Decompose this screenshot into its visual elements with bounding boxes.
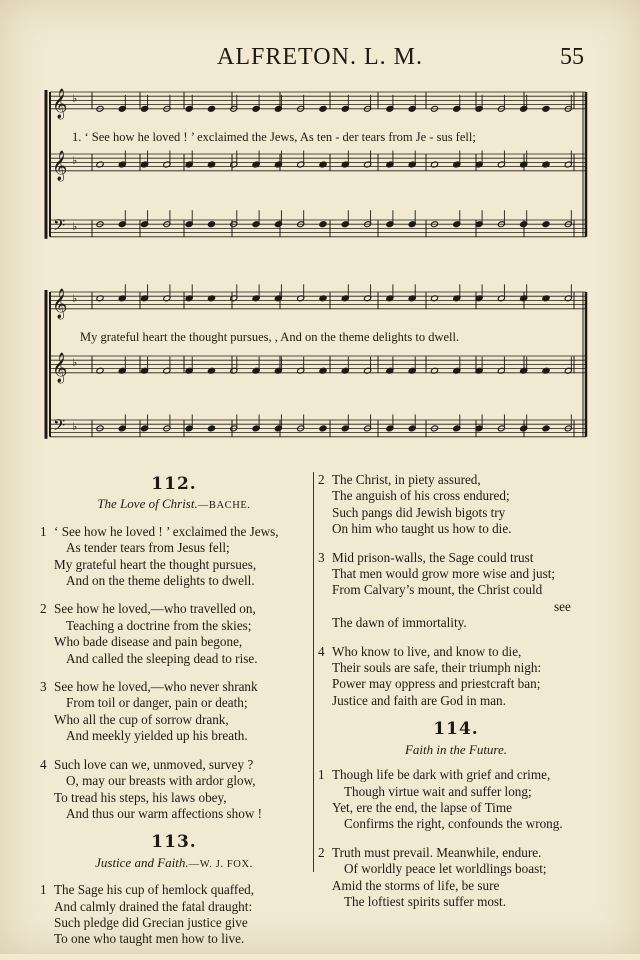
verse-line: To one who taught men how to live. [54, 931, 245, 947]
stanza [318, 472, 594, 538]
verse-line: And called the sleeping dead to rise. [66, 650, 258, 666]
verse-line: The anguish of his cross endured; [332, 488, 510, 504]
right-column [318, 472, 594, 922]
verse-line: see [554, 598, 571, 614]
hymn-number: 112. [151, 474, 197, 494]
stanza-number: 2 [318, 844, 325, 860]
verse-line: Teaching a doctrine from the skies; [66, 617, 252, 633]
music-score [0, 0, 640, 470]
tune-title: ALFRETON. L. M. [217, 44, 423, 70]
verse-line: Who all the cup of sorrow drank, [54, 711, 229, 727]
flat-sign: ♭ [72, 292, 78, 306]
note-head [542, 221, 550, 228]
verse-line: Mid prison-walls, the Sage could trust [332, 549, 534, 565]
verse-line: My grateful heart the thought pursues, [54, 556, 257, 572]
verse-line: The dawn of immortality. [332, 615, 467, 631]
hymn-number: 114. [433, 719, 479, 740]
verse-line: And on the theme delights to dwell. [66, 573, 255, 589]
verse-line: Who bade disease and pain begone, [54, 634, 243, 650]
lyric-line-1: 1. ‘ See how he loved ! ’ exclaimed the Jews, As ten - der tears from Je - sus fell; [72, 130, 476, 144]
verse-line: Such love can we, unmoved, survey ? [54, 756, 254, 772]
hymn-author: —W. J. FOX. [188, 858, 253, 870]
hymn-number: 113. [151, 832, 197, 853]
stanza-number: 1 [40, 882, 47, 898]
stanza [40, 679, 308, 745]
hymn-author: —BACHE. [197, 500, 251, 512]
treble-clef: 𝄞 [52, 88, 68, 119]
verse-line: Such pledge did Grecian justice give [54, 914, 248, 930]
verse-line: As tender tears from Jesus fell; [66, 540, 230, 556]
verse-line: The Sage his cup of hemlock quaffed, [54, 882, 255, 898]
verse-line: Yet, ere the end, the lapse of Time [332, 799, 512, 815]
hymn-114 [318, 721, 594, 910]
flat-sign: ♭ [72, 356, 78, 370]
verse-line: From toil or danger, pain or death; [66, 695, 248, 711]
flat-sign: ♭ [72, 420, 78, 434]
stanza-number: 3 [40, 679, 47, 695]
flat-sign: ♭ [72, 92, 78, 106]
verse-line: The Christ, in piety assured, [332, 472, 481, 487]
stanza-number: 4 [40, 756, 47, 772]
note-head [207, 221, 215, 228]
verse-line: Such pangs did Jewish bigots try [332, 504, 506, 520]
verse-line: Power may oppress and priestcraft ban; [332, 676, 541, 692]
stanza-number: 2 [40, 601, 47, 617]
verse-line: See how he loved,—who never shrank [54, 679, 258, 695]
note-head [207, 105, 215, 112]
verse-line: O, may our breasts with ardor glow, [66, 773, 256, 789]
flat-sign: ♭ [72, 220, 78, 234]
verse-line: ‘ See how he loved ! ’ exclaimed the Jews, [54, 523, 279, 539]
verse-line: Who know to live, and know to die, [332, 643, 522, 659]
stanza [40, 882, 308, 948]
stanza [40, 601, 308, 667]
flat-sign: ♭ [72, 154, 78, 168]
hymn-title: Faith in the Future. [404, 741, 508, 757]
stanza-number: 2 [318, 472, 325, 487]
page-number: 55 [560, 44, 584, 70]
verse-line: That men would grow more wise and just; [332, 566, 556, 582]
note-head [319, 425, 327, 432]
verse-line: Confirms the right, confounds the wrong. [344, 816, 563, 832]
hymn-113 [40, 834, 308, 947]
verse-line: And thus our warm affections show ! [66, 805, 263, 821]
stanza [40, 757, 308, 823]
stanza-number: 1 [318, 767, 325, 783]
stanza [40, 524, 308, 590]
treble-clef: 𝄞 [52, 150, 68, 181]
note-head [319, 221, 327, 228]
stanza-number: 4 [318, 643, 325, 659]
column-divider [313, 472, 314, 872]
note-head [319, 105, 327, 112]
lyric-line-2: My grateful heart the thought pursues, , And on the theme delights to dwell. [80, 330, 460, 344]
verse-line: Justice and faith are God in man. [332, 692, 506, 708]
bass-clef: 𝄢 [53, 216, 66, 239]
verse-line: Of worldly peace let worldlings boast; [344, 861, 547, 877]
stanza [318, 845, 594, 911]
hymn-heading [318, 742, 594, 758]
hymn-title: The Love of Christ. [97, 496, 198, 512]
stanza [318, 767, 594, 833]
verse-line: And meekly yielded up his breath. [66, 728, 248, 744]
note-head [542, 105, 550, 112]
verse-line: Their souls are safe, their triumph nigh: [332, 660, 542, 676]
bass-clef: 𝄢 [53, 416, 66, 439]
verse-line: On him who taught us how to die. [332, 521, 512, 537]
verse-line: To tread his steps, his laws obey, [54, 789, 227, 805]
verse-line: See how he loved,—who travelled on, [54, 601, 256, 617]
hymn-title: Justice and Faith. [95, 854, 189, 870]
treble-clef: 𝄞 [52, 288, 68, 319]
stanza [318, 644, 594, 710]
stanza-number: 3 [318, 549, 325, 565]
hymn-112 [40, 476, 308, 822]
stanza [318, 550, 594, 632]
left-column [40, 472, 308, 960]
stanza-number: 1 [40, 523, 47, 539]
treble-clef: 𝄞 [52, 352, 68, 383]
verse-line: And calmly drained the fatal draught: [54, 898, 253, 914]
verse-line: Amid the storms of life, be sure [332, 877, 500, 893]
verse-line: The loftiest spirits suffer most. [344, 893, 507, 909]
verse-line: From Calvary’s mount, the Christ could [332, 582, 543, 598]
note-head [207, 425, 215, 432]
verse-line: Though life be dark with grief and crime, [332, 767, 551, 783]
hymn-heading [40, 855, 308, 873]
note-head [542, 425, 550, 432]
verse-line: Truth must prevail. Meanwhile, endure. [332, 844, 542, 860]
hymn-heading [40, 496, 308, 514]
verse-line: Though virtue wait and suffer long; [344, 783, 532, 799]
